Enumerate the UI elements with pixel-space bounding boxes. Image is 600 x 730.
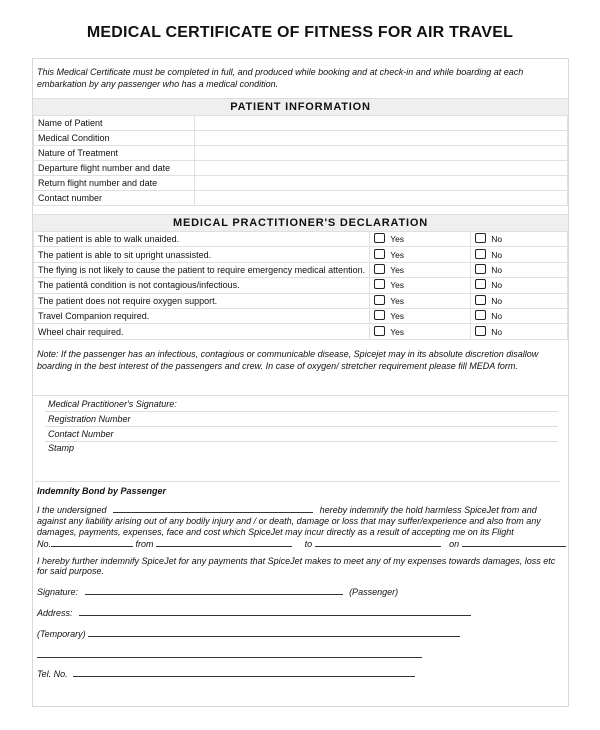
text: (Passenger) [349,587,399,597]
yes-label: Yes [390,326,405,337]
field-value-input[interactable] [195,176,568,191]
tel-field[interactable] [73,668,415,677]
from-field[interactable] [156,538,292,547]
intro-line: embarkation by any passenger who has a medical condition. [37,78,279,89]
yes-checkbox[interactable] [374,264,385,274]
indemnity-line-2: against any liability arising out of any bodily injury and / or death, damage or loss that may suffer/experience and also from any [37,516,541,526]
text: hereby indemnify the hold harmless SpiceJet from and [319,505,537,515]
no-checkbox[interactable] [475,310,486,320]
no-option[interactable] [471,262,568,277]
yes-checkbox[interactable] [374,249,385,259]
date-field[interactable] [462,538,566,547]
no-label: No [491,295,503,306]
intro-line: This Medical Certificate must be completed in full, and produced while booking and at check-in and while boarding at each [37,67,524,77]
no-option[interactable] [471,247,568,262]
yes-label: Yes [390,311,405,322]
yes-label: Yes [390,264,405,275]
yes-label: Yes [390,280,405,291]
patient-field-row [34,161,568,176]
field-value-input[interactable] [195,161,568,176]
undersigned-name-field[interactable] [113,504,313,513]
no-option[interactable] [471,308,568,323]
declaration-text: The patient does not require oxygen support. [34,293,370,308]
patient-field-row [34,146,568,161]
yes-checkbox[interactable] [374,310,385,320]
declaration-row [34,278,568,293]
field-label: Nature of Treatment [34,146,195,161]
registration-number-field[interactable] [45,426,558,427]
text: from [135,539,154,549]
field-label: Contact number [34,191,195,206]
indemnity-heading: Indemnity Bond by Passenger [37,486,167,496]
patient-info-table [33,115,568,206]
yes-option[interactable] [370,232,471,247]
field-label: Medical Condition [34,131,195,146]
no-option[interactable] [471,293,568,308]
yes-option[interactable] [370,278,471,293]
declaration-text: The patient is able to walk unaided. [34,232,370,247]
no-option[interactable] [471,278,568,293]
text: I the undersigned [37,505,107,515]
divider [35,481,560,482]
yes-option[interactable] [370,308,471,323]
address-continuation-field[interactable] [37,649,422,658]
patient-field-row [34,116,568,131]
yes-option[interactable] [370,324,471,339]
address-continuation-row [37,649,422,660]
field-value-input[interactable] [195,131,568,146]
no-label: No [491,280,503,291]
no-option[interactable] [471,324,568,339]
field-label: Return flight number and date [34,176,195,191]
field-label: Name of Patient [34,116,195,131]
tel-row [37,668,415,679]
passenger-signature-row [37,586,398,597]
text: Signature: [37,587,79,597]
stamp-label: Stamp [48,443,75,453]
no-label: No [491,264,503,275]
field-value-input[interactable] [195,191,568,206]
yes-checkbox[interactable] [374,233,385,243]
text: No. [37,539,52,549]
declaration-text: The patient is able to sit upright unassisted. [34,247,370,262]
yes-checkbox[interactable] [374,326,385,336]
declaration-row [34,232,568,247]
declaration-text: Travel Companion required. [34,308,370,323]
no-checkbox[interactable] [475,264,486,274]
no-checkbox[interactable] [475,326,486,336]
temporary-address-row [37,628,460,639]
yes-checkbox[interactable] [374,279,385,289]
no-checkbox[interactable] [475,279,486,289]
no-label: No [491,311,503,322]
yes-option[interactable] [370,262,471,277]
no-label: No [491,234,503,245]
yes-label: Yes [390,234,405,245]
yes-option[interactable] [370,247,471,262]
yes-label: Yes [390,249,405,260]
passenger-signature-field[interactable] [85,586,343,595]
contact-number-field[interactable] [45,441,558,442]
text: Address: [37,608,73,618]
indemnity-line-4 [37,538,566,549]
to-field[interactable] [315,538,441,547]
contact-number-label: Contact Number [48,429,114,439]
declaration-row [34,324,568,339]
divider [33,395,568,396]
no-label: No [491,249,503,260]
declaration-row [34,247,568,262]
patient-field-row [34,131,568,146]
patient-field-row [34,191,568,206]
patient-field-row [34,176,568,191]
practitioner-signature-label: Medical Practitioner's Signature: [48,399,177,409]
registration-number-label: Registration Number [48,414,131,424]
patient-info-heading: PATIENT INFORMATION [33,98,568,116]
yes-option[interactable] [370,293,471,308]
field-label: Departure flight number and date [34,161,195,176]
declaration-row [34,293,568,308]
declaration-heading: MEDICAL PRACTITIONER'S DECLARATION [33,214,568,232]
text: on [449,539,460,549]
indemnity-paragraph-2 [37,556,555,576]
text: I hereby further indemnify SpiceJet for any payments that SpiceJet makes to meet any of my expenses towards damages, loss etc [37,556,556,566]
yes-checkbox[interactable] [374,295,385,305]
no-checkbox[interactable] [475,249,486,259]
note-text [37,349,538,372]
declaration-text: Wheel chair required. [34,324,370,339]
flight-number-field[interactable] [51,538,133,547]
note-line: boarding in the best interest of the passengers and crew. In case of oxygen/ stretcher requirement please fill MEDA form. [37,360,518,371]
declaration-table [33,231,568,340]
no-option[interactable] [471,232,568,247]
no-checkbox[interactable] [475,295,486,305]
practitioner-signature-field[interactable] [45,411,558,412]
address-field[interactable] [79,607,471,616]
declaration-row [34,262,568,277]
temporary-address-field[interactable] [88,628,460,637]
text: (Temporary) [37,629,86,639]
declaration-text: The flying is not likely to cause the patient to require emergency medical attention. [34,262,370,277]
text: Tel. No. [37,669,68,679]
field-value-input[interactable] [195,116,568,131]
text: for said purpose. [37,566,105,576]
no-label: No [491,326,503,337]
indemnity-line-1 [37,504,537,515]
yes-label: Yes [390,295,405,306]
no-checkbox[interactable] [475,233,486,243]
note-line: Note: If the passenger has an infectious, contagious or communicable disease, Spicejet may in its absolute discretion disallow [37,349,539,359]
document-title: MEDICAL CERTIFICATE OF FITNESS FOR AIR TRAVEL [86,24,514,41]
intro-text [37,67,523,90]
declaration-row [34,308,568,323]
address-row [37,607,471,618]
text: to [304,539,313,549]
declaration-text: The patientâ condition is not contagious/infectious. [34,278,370,293]
indemnity-line-3: damages, payments, expenses, face and cost which SpiceJet may incur directly as a result of accepting me on its Flight [37,527,514,537]
field-value-input[interactable] [195,146,568,161]
